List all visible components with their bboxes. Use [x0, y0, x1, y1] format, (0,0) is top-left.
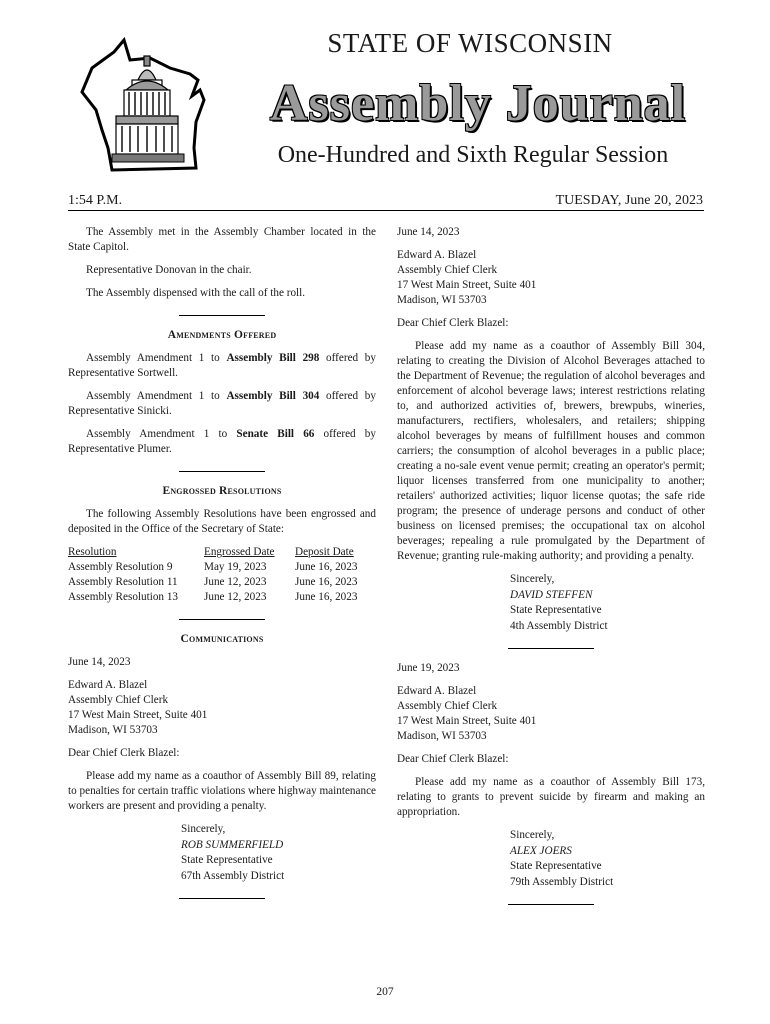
amendments-heading: Amendments Offered [167, 329, 277, 341]
letter-body: Please add my name as a coauthor of Assembly Bill 173, relating to grants to prevent suicide by firearm and making an appropriation. [397, 776, 705, 818]
amendment-entry: Assembly Amendment 1 to Assembly Bill 298 offered by Representative Sortwell. [68, 352, 376, 379]
address-line: Edward A. Blazel [397, 685, 477, 697]
session-title: One-Hundred and Sixth Regular Session [277, 142, 669, 168]
letter-body: Please add my name as a coauthor of Assembly Bill 304, relating to creating the Division of Alcohol Beverages attached to the Department of Revenue; the regulation of alcohol beverages and enforcement of alcohol beverage laws; interest restrictions relating to, and authorized activities of, brewers, brewpubs, wineries, manufacturers, rectifiers, wholesalers, and retailers; shipping alcohol beverages by means of fulfillment houses and common carriers; the consumption of alcohol beverages in a public place; creating a no-sale event venue permit; creating an operator's permit; liquor licenses transferred from one municipality to another; retailers' authorized activities; liquor license quotas; the safe ride program; the presence of underage persons and conduct of other business on licensed premises; the occupational tax on alcohol beverages; repealing a rule promulgated by the Department of Revenue; granting rule-making authority; and providing a penalty. [397, 340, 705, 562]
signature-name: ALEX JOERS [510, 844, 572, 857]
page-number: 207 [376, 986, 394, 998]
letter-date: June 14, 2023 [397, 226, 460, 238]
section-divider [179, 898, 265, 899]
section-divider [508, 904, 594, 905]
letter-salutation: Dear Chief Clerk Blazel: [397, 753, 509, 765]
signature-district: 67th Assembly District [181, 869, 285, 882]
section-divider [179, 471, 265, 472]
signature-name: DAVID STEFFEN [510, 588, 593, 601]
letter-body: Please add my name as a coauthor of Assembly Bill 89, relating to penalties for certain traffic violations where highway maintenance workers are present and providing a penalty. [68, 770, 376, 812]
address-line: Madison, WI 53703 [397, 730, 487, 742]
column-header: Engrossed Date [204, 546, 275, 558]
intro-paragraph: Representative Donovan in the chair. [86, 264, 252, 276]
signature-closing: Sincerely, [510, 573, 555, 585]
address-line: Edward A. Blazel [68, 679, 148, 691]
amendment-entry: Assembly Amendment 1 to Assembly Bill 304 offered by Representative Sinicki. [68, 390, 376, 417]
signature-district: 79th Assembly District [510, 875, 614, 888]
signature-title: State Representative [181, 854, 273, 866]
section-divider [179, 619, 265, 620]
letter-signature [510, 828, 705, 890]
engrossed-heading: Engrossed Resolutions [162, 485, 282, 497]
amendment-entry: Assembly Amendment 1 to Senate Bill 66 offered by Representative Plumer. [68, 428, 376, 455]
header-rule [68, 210, 704, 211]
address-line: 17 West Main Street, Suite 401 [397, 715, 537, 727]
table-cell: June 16, 2023 [295, 576, 358, 588]
letter-address [397, 248, 705, 308]
table-row [68, 590, 357, 605]
state-title: STATE OF WISCONSIN [327, 28, 613, 58]
resolutions-table [68, 545, 357, 605]
communications-heading: Communications [180, 633, 264, 645]
table-cell: Assembly Resolution 9 [68, 561, 173, 573]
table-row [68, 560, 357, 575]
table-cell: June 12, 2023 [204, 576, 267, 588]
table-cell: June 16, 2023 [295, 561, 358, 573]
letter-date: June 14, 2023 [68, 656, 131, 668]
address-line: Madison, WI 53703 [68, 724, 158, 736]
address-line: Assembly Chief Clerk [397, 264, 498, 276]
table-row [68, 575, 357, 590]
letter-address [397, 684, 705, 744]
signature-closing: Sincerely, [181, 823, 226, 835]
wisconsin-capitol-logo [72, 30, 222, 180]
column-header: Deposit Date [295, 546, 354, 558]
intro-paragraph: The Assembly dispensed with the call of the roll. [86, 287, 306, 299]
address-line: 17 West Main Street, Suite 401 [397, 279, 537, 291]
session-date: TUESDAY, June 20, 2023 [555, 193, 703, 208]
letter-salutation: Dear Chief Clerk Blazel: [68, 747, 180, 759]
table-cell: May 19, 2023 [204, 561, 267, 573]
signature-title: State Representative [510, 860, 602, 872]
column-header: Resolution [68, 546, 117, 558]
section-divider [179, 315, 265, 316]
letter-address [68, 678, 376, 738]
table-cell: Assembly Resolution 13 [68, 591, 179, 603]
address-line: Assembly Chief Clerk [68, 694, 169, 706]
right-column [397, 225, 705, 917]
left-column [68, 225, 376, 911]
signature-name: ROB SUMMERFIELD [181, 838, 284, 851]
section-divider [508, 648, 594, 649]
signature-closing: Sincerely, [510, 829, 555, 841]
address-line: Assembly Chief Clerk [397, 700, 498, 712]
table-cell: June 16, 2023 [295, 591, 358, 603]
session-time: 1:54 P.M. [68, 193, 123, 208]
table-cell: June 12, 2023 [204, 591, 267, 603]
table-header-row [68, 545, 357, 560]
signature-title: State Representative [510, 604, 602, 616]
letter-signature [181, 822, 376, 884]
journal-title: Assembly Journal [269, 75, 687, 132]
letter-date: June 19, 2023 [397, 662, 460, 674]
signature-district: 4th Assembly District [510, 619, 608, 632]
engrossed-text: The following Assembly Resolutions have been engrossed and deposited in the Office of the Secretary of State: [68, 508, 376, 535]
intro-paragraph: The Assembly met in the Assembly Chamber located in the State Capitol. [68, 226, 376, 253]
address-line: Madison, WI 53703 [397, 294, 487, 306]
letter-signature [510, 572, 705, 634]
letter-salutation: Dear Chief Clerk Blazel: [397, 317, 509, 329]
address-line: 17 West Main Street, Suite 401 [68, 709, 208, 721]
table-cell: Assembly Resolution 11 [68, 576, 178, 588]
address-line: Edward A. Blazel [397, 249, 477, 261]
